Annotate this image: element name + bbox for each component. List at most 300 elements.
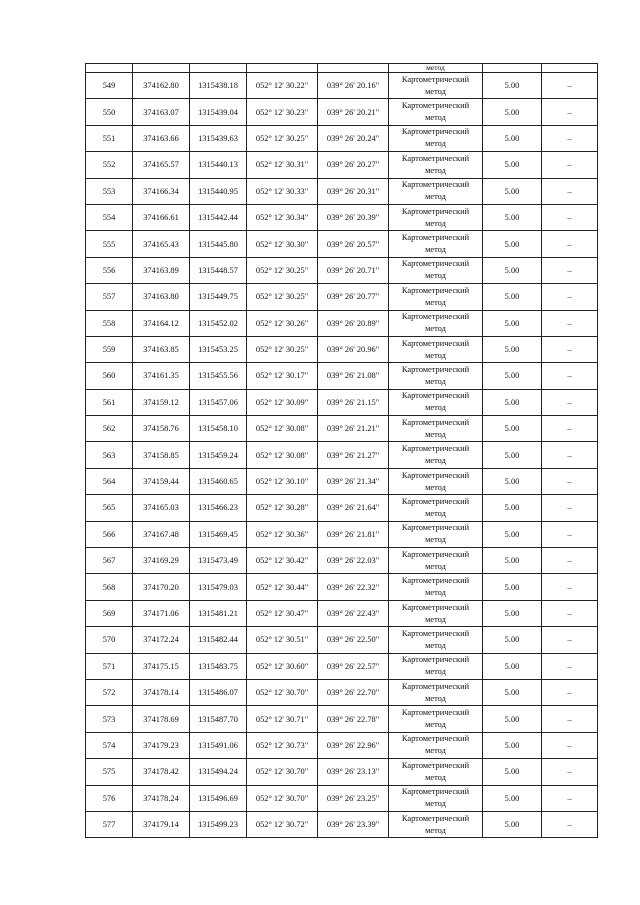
cell-precision: 5.00 [483,759,542,785]
method-line-2: метод [425,693,446,703]
cell-note: – [542,152,598,178]
method-line-2: метод [425,667,446,677]
cell-y-coordinate: 1315482.44 [190,627,247,653]
cell-note: – [542,257,598,283]
cell-note: – [542,653,598,679]
cell-note: – [542,336,598,362]
method-line-1: Картометрический [401,602,470,612]
cell-longitude: 039° 26' 23.39" [318,811,389,837]
cell-point-number: 551 [86,125,133,151]
method-line-1: Картометрический [401,549,470,559]
cell-y-coordinate: 1315486.07 [190,679,247,705]
method-line-2: метод [425,825,446,835]
cell-longitude: 039° 26' 23.25" [318,785,389,811]
cell-longitude: 039° 26' 22.03" [318,548,389,574]
cell-y-coordinate: 1315479.03 [190,574,247,600]
cell-x-coordinate: 374163.85 [133,336,190,362]
cell-x-coordinate: 374178.42 [133,759,190,785]
cell-longitude: 039° 26' 20.89" [318,310,389,336]
table-row [86,468,598,494]
cell-method [389,363,483,389]
cell-x-coordinate: 374179.14 [133,811,190,837]
cell-empty [190,64,247,73]
cell-longitude: 039° 26' 22.50" [318,627,389,653]
cell-latitude: 052° 12' 30.60" [247,653,318,679]
cell-longitude: 039° 26' 22.57" [318,653,389,679]
cell-latitude: 052° 12' 30.33" [247,178,318,204]
method-line-2: метод [425,86,446,96]
method-line-2: метод [425,271,446,281]
cell-method [389,310,483,336]
method-line-2: метод [425,350,446,360]
cell-precision: 5.00 [483,363,542,389]
cell-note: – [542,679,598,705]
cell-longitude: 039° 26' 20.16" [318,73,389,99]
cell-note: – [542,416,598,442]
cell-note: – [542,785,598,811]
method-line-2: метод [425,746,446,756]
cell-y-coordinate: 1315440.95 [190,178,247,204]
method-line-1: Картометрический [401,628,470,638]
cell-longitude: 039° 26' 21.27" [318,442,389,468]
cell-point-number: 575 [86,759,133,785]
cell-note: – [542,442,598,468]
method-line-2: метод [425,324,446,334]
cell-method [389,495,483,521]
cell-precision: 5.00 [483,178,542,204]
cell-latitude: 052° 12' 30.44" [247,574,318,600]
table-row [86,204,598,230]
cell-method [389,759,483,785]
cell-latitude: 052° 12' 30.70" [247,785,318,811]
cell-y-coordinate: 1315439.04 [190,99,247,125]
method-line-2: метод [425,456,446,466]
cell-method [389,336,483,362]
table-row [86,336,598,362]
cell-precision: 5.00 [483,310,542,336]
cell-note: – [542,706,598,732]
table-row [86,125,598,151]
cell-longitude: 039° 26' 21.34" [318,468,389,494]
cell-point-number: 576 [86,785,133,811]
cell-note: – [542,732,598,758]
cell-longitude: 039° 26' 23.13" [318,759,389,785]
method-line-2: метод [425,429,446,439]
cell-method-tail: метод [389,64,483,73]
table-row [86,574,598,600]
cell-precision: 5.00 [483,732,542,758]
method-line-2: метод [425,799,446,809]
table-row [86,178,598,204]
cell-x-coordinate: 374164.12 [133,310,190,336]
cell-method [389,99,483,125]
method-line-2: метод [425,614,446,624]
cell-x-coordinate: 374163.66 [133,125,190,151]
cell-longitude: 039° 26' 21.15" [318,389,389,415]
cell-point-number: 565 [86,495,133,521]
cell-y-coordinate: 1315487.70 [190,706,247,732]
cell-x-coordinate: 374178.14 [133,679,190,705]
cell-latitude: 052° 12' 30.10" [247,468,318,494]
cell-latitude: 052° 12' 30.42" [247,548,318,574]
cell-x-coordinate: 374158.76 [133,416,190,442]
cell-method [389,389,483,415]
cell-latitude: 052° 12' 30.08" [247,416,318,442]
method-line-1: Картометрический [401,285,470,295]
cell-precision: 5.00 [483,548,542,574]
table-row [86,521,598,547]
table-row [86,416,598,442]
cell-y-coordinate: 1315458.10 [190,416,247,442]
cell-note: – [542,125,598,151]
table-row [86,442,598,468]
cell-x-coordinate: 374162.80 [133,73,190,99]
cell-latitude: 052° 12' 30.25" [247,336,318,362]
cell-latitude: 052° 12' 30.70" [247,759,318,785]
cell-latitude: 052° 12' 30.26" [247,310,318,336]
cell-point-number: 577 [86,811,133,837]
continuation-row [86,64,598,73]
cell-y-coordinate: 1315455.56 [190,363,247,389]
cell-note: – [542,574,598,600]
cell-precision: 5.00 [483,627,542,653]
cell-method [389,468,483,494]
cell-method [389,679,483,705]
cell-longitude: 039° 26' 22.78" [318,706,389,732]
cell-point-number: 561 [86,389,133,415]
cell-precision: 5.00 [483,204,542,230]
method-line-2: метод [425,772,446,782]
method-line-1: Картометрический [401,787,470,797]
cell-x-coordinate: 374165.43 [133,231,190,257]
cell-longitude: 039° 26' 20.71" [318,257,389,283]
cell-precision: 5.00 [483,495,542,521]
cell-latitude: 052° 12' 30.51" [247,627,318,653]
method-line-2: метод [425,561,446,571]
cell-note: – [542,204,598,230]
cell-y-coordinate: 1315469.45 [190,521,247,547]
cell-x-coordinate: 374163.80 [133,284,190,310]
table-row [86,310,598,336]
cell-x-coordinate: 374169.29 [133,548,190,574]
table-row [86,600,598,626]
cell-empty [86,64,133,73]
cell-precision: 5.00 [483,125,542,151]
cell-note: – [542,600,598,626]
cell-method [389,732,483,758]
cell-point-number: 571 [86,653,133,679]
cell-point-number: 563 [86,442,133,468]
method-line-2: метод [425,376,446,386]
cell-point-number: 569 [86,600,133,626]
cell-note: – [542,548,598,574]
cell-precision: 5.00 [483,284,542,310]
method-line-1: Картометрический [401,655,470,665]
cell-longitude: 039° 26' 20.39" [318,204,389,230]
cell-precision: 5.00 [483,468,542,494]
cell-method [389,600,483,626]
cell-longitude: 039° 26' 20.96" [318,336,389,362]
cell-point-number: 574 [86,732,133,758]
method-line-1: Картометрический [401,338,470,348]
cell-empty [133,64,190,73]
table-row [86,152,598,178]
cell-precision: 5.00 [483,389,542,415]
cell-longitude: 039° 26' 21.08" [318,363,389,389]
table-row [86,627,598,653]
cell-point-number: 550 [86,99,133,125]
cell-x-coordinate: 374165.57 [133,152,190,178]
table-row [86,811,598,837]
table-row [86,495,598,521]
cell-longitude: 039° 26' 21.64" [318,495,389,521]
method-line-1: Картометрический [401,312,470,322]
table-row [86,785,598,811]
cell-latitude: 052° 12' 30.25" [247,257,318,283]
table-row [86,706,598,732]
method-line-1: Картометрический [401,391,470,401]
table-row [86,759,598,785]
cell-method [389,548,483,574]
cell-x-coordinate: 374178.24 [133,785,190,811]
method-line-1: Картометрический [401,576,470,586]
cell-empty [542,64,598,73]
cell-point-number: 552 [86,152,133,178]
cell-x-coordinate: 374170.20 [133,574,190,600]
method-line-1: Картометрический [401,101,470,111]
method-line-2: метод [425,245,446,255]
method-line-1: Картометрический [401,259,470,269]
method-line-2: метод [425,508,446,518]
table-row [86,73,598,99]
cell-method [389,653,483,679]
cell-longitude: 039° 26' 20.24" [318,125,389,151]
method-line-2: метод [425,482,446,492]
cell-longitude: 039° 26' 22.96" [318,732,389,758]
cell-precision: 5.00 [483,811,542,837]
cell-method [389,442,483,468]
method-line-2: метод [425,113,446,123]
cell-empty [483,64,542,73]
cell-point-number: 554 [86,204,133,230]
cell-y-coordinate: 1315466.23 [190,495,247,521]
cell-method [389,574,483,600]
table-body [86,64,598,838]
cell-longitude: 039° 26' 21.81" [318,521,389,547]
cell-latitude: 052° 12' 30.34" [247,204,318,230]
cell-x-coordinate: 374175.15 [133,653,190,679]
cell-method [389,204,483,230]
method-line-2: метод [425,297,446,307]
cell-latitude: 052° 12' 30.25" [247,284,318,310]
cell-point-number: 564 [86,468,133,494]
cell-latitude: 052° 12' 30.28" [247,495,318,521]
method-line-1: Картометрический [401,127,470,137]
cell-longitude: 039° 26' 20.77" [318,284,389,310]
cell-latitude: 052° 12' 30.22" [247,73,318,99]
cell-method [389,785,483,811]
cell-method [389,811,483,837]
cell-y-coordinate: 1315494.24 [190,759,247,785]
cell-method [389,231,483,257]
cell-precision: 5.00 [483,653,542,679]
cell-point-number: 549 [86,73,133,99]
method-line-2: метод [425,640,446,650]
cell-precision: 5.00 [483,442,542,468]
cell-x-coordinate: 374161.35 [133,363,190,389]
method-line-1: Картометрический [401,364,470,374]
cell-y-coordinate: 1315439.63 [190,125,247,151]
cell-latitude: 052° 12' 30.47" [247,600,318,626]
cell-x-coordinate: 374166.61 [133,204,190,230]
cell-precision: 5.00 [483,785,542,811]
cell-note: – [542,178,598,204]
cell-empty [247,64,318,73]
cell-y-coordinate: 1315460.65 [190,468,247,494]
table-row [86,548,598,574]
method-line-1: Картометрический [401,470,470,480]
cell-empty [318,64,389,73]
cell-point-number: 572 [86,679,133,705]
method-line-1: Картометрический [401,734,470,744]
cell-method [389,125,483,151]
cell-point-number: 573 [86,706,133,732]
cell-x-coordinate: 374178.69 [133,706,190,732]
cell-note: – [542,759,598,785]
cell-x-coordinate: 374159.44 [133,468,190,494]
coordinates-table [85,63,598,838]
cell-note: – [542,521,598,547]
cell-x-coordinate: 374163.89 [133,257,190,283]
method-line-1: Картометрический [401,153,470,163]
cell-latitude: 052° 12' 30.09" [247,389,318,415]
cell-note: – [542,363,598,389]
cell-precision: 5.00 [483,152,542,178]
cell-point-number: 568 [86,574,133,600]
table-row [86,679,598,705]
cell-y-coordinate: 1315449.75 [190,284,247,310]
table-row [86,389,598,415]
cell-x-coordinate: 374159.12 [133,389,190,415]
cell-y-coordinate: 1315453.25 [190,336,247,362]
cell-method [389,257,483,283]
cell-method [389,521,483,547]
cell-point-number: 553 [86,178,133,204]
cell-longitude: 039° 26' 20.27" [318,152,389,178]
cell-precision: 5.00 [483,600,542,626]
cell-note: – [542,495,598,521]
method-line-2: метод [425,165,446,175]
cell-latitude: 052° 12' 30.25" [247,125,318,151]
cell-y-coordinate: 1315481.21 [190,600,247,626]
method-line-1: Картометрический [401,206,470,216]
cell-y-coordinate: 1315440.13 [190,152,247,178]
cell-precision: 5.00 [483,231,542,257]
cell-method [389,706,483,732]
cell-precision: 5.00 [483,336,542,362]
cell-x-coordinate: 374171.06 [133,600,190,626]
cell-method [389,178,483,204]
cell-longitude: 039° 26' 22.43" [318,600,389,626]
method-line-1: Картометрический [401,813,470,823]
table-row [86,231,598,257]
cell-y-coordinate: 1315457.06 [190,389,247,415]
cell-point-number: 555 [86,231,133,257]
cell-precision: 5.00 [483,416,542,442]
method-line-1: Картометрический [401,760,470,770]
cell-y-coordinate: 1315496.69 [190,785,247,811]
cell-precision: 5.00 [483,99,542,125]
cell-note: – [542,811,598,837]
cell-note: – [542,310,598,336]
method-line-1: Картометрический [401,444,470,454]
cell-latitude: 052° 12' 30.71" [247,706,318,732]
cell-latitude: 052° 12' 30.17" [247,363,318,389]
cell-latitude: 052° 12' 30.72" [247,811,318,837]
cell-note: – [542,99,598,125]
table-row [86,257,598,283]
cell-latitude: 052° 12' 30.36" [247,521,318,547]
method-line-2: метод [425,720,446,730]
method-line-2: метод [425,403,446,413]
method-line-1: Картометрический [401,233,470,243]
cell-longitude: 039° 26' 20.21" [318,99,389,125]
cell-latitude: 052° 12' 30.31" [247,152,318,178]
cell-y-coordinate: 1315473.49 [190,548,247,574]
cell-y-coordinate: 1315483.75 [190,653,247,679]
cell-x-coordinate: 374172.24 [133,627,190,653]
cell-point-number: 559 [86,336,133,362]
cell-point-number: 558 [86,310,133,336]
cell-point-number: 566 [86,521,133,547]
cell-method [389,627,483,653]
table-row [86,653,598,679]
cell-longitude: 039° 26' 21.21" [318,416,389,442]
method-line-1: Картометрический [401,496,470,506]
cell-point-number: 557 [86,284,133,310]
cell-y-coordinate: 1315438.18 [190,73,247,99]
cell-point-number: 567 [86,548,133,574]
method-line-2: метод [425,192,446,202]
cell-y-coordinate: 1315491.06 [190,732,247,758]
cell-x-coordinate: 374163.07 [133,99,190,125]
cell-note: – [542,284,598,310]
cell-precision: 5.00 [483,73,542,99]
cell-latitude: 052° 12' 30.08" [247,442,318,468]
cell-latitude: 052° 12' 30.30" [247,231,318,257]
cell-longitude: 039° 26' 20.31" [318,178,389,204]
cell-x-coordinate: 374179.23 [133,732,190,758]
cell-y-coordinate: 1315448.57 [190,257,247,283]
cell-note: – [542,389,598,415]
cell-y-coordinate: 1315445.80 [190,231,247,257]
method-line-2: метод [425,588,446,598]
cell-precision: 5.00 [483,257,542,283]
cell-method [389,284,483,310]
cell-x-coordinate: 374158.85 [133,442,190,468]
cell-precision: 5.00 [483,574,542,600]
table-row [86,732,598,758]
cell-method [389,152,483,178]
method-line-2: метод [425,218,446,228]
cell-y-coordinate: 1315499.23 [190,811,247,837]
cell-latitude: 052° 12' 30.23" [247,99,318,125]
cell-note: – [542,627,598,653]
method-line-1: Картометрический [401,74,470,84]
method-line-2: метод [425,139,446,149]
cell-y-coordinate: 1315459.24 [190,442,247,468]
cell-x-coordinate: 374167.48 [133,521,190,547]
